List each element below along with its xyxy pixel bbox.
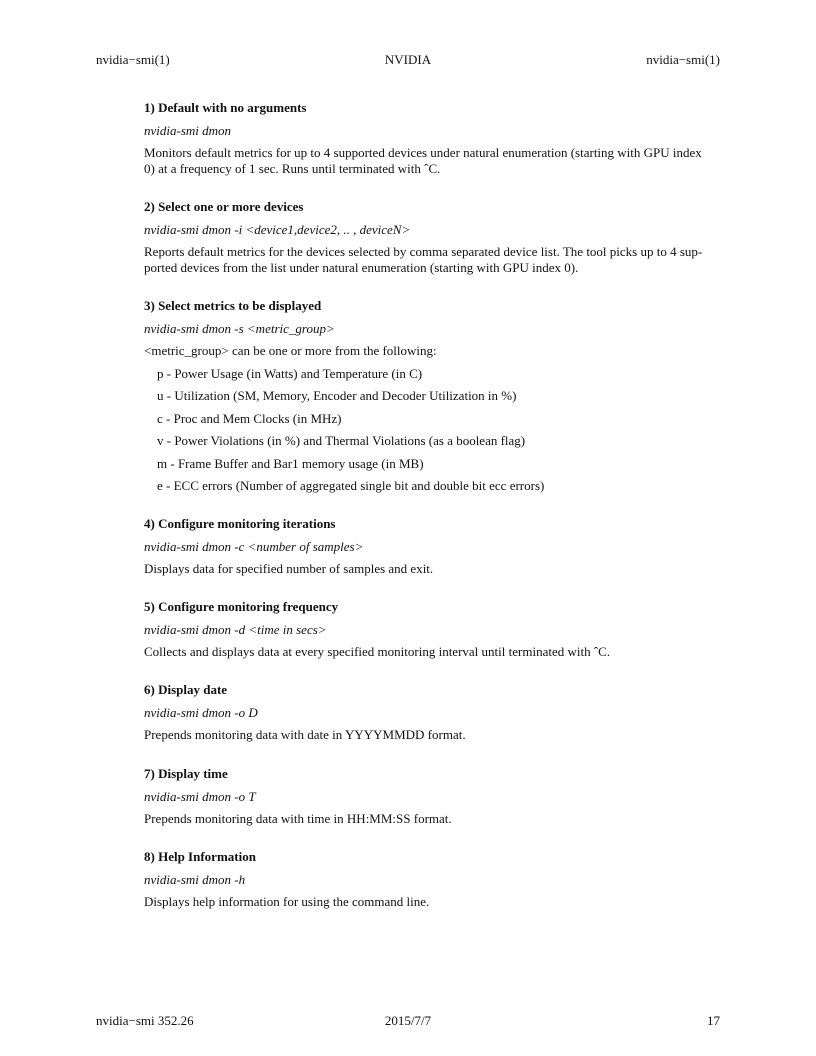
section-frequency [144,599,720,660]
section-title: 5) Configure monitoring frequency [144,599,339,614]
section-title: 3) Select metrics to be displayed [144,298,322,313]
section-title: 2) Select one or more devices [144,199,304,214]
page-header [96,52,720,68]
header-center: NVIDIA [384,52,432,67]
section-description-line: Prepends monitoring data with date in YYYYMMDD format. [144,727,466,742]
section-description-line: Prepends monitoring data with time in HH:MM:SS format. [144,811,452,826]
section-command: nvidia-smi dmon -d <time in secs> [144,621,327,637]
metric-item: u - Utilization (SM, Memory, Encoder and Decoder Utilization in %) [157,388,517,403]
header-left: nvidia−smi(1) [96,52,170,67]
section-description-line: Displays help information for using the command line. [144,894,430,909]
section-display-date [144,682,720,743]
footer-version: nvidia−smi 352.26 [96,1013,194,1028]
header-right: nvidia−smi(1) [646,52,720,67]
section-description-line: Displays data for specified number of samples and exit. [144,561,434,576]
section-command: nvidia-smi dmon -h [144,871,246,887]
section-title: 4) Configure monitoring iterations [144,516,336,531]
metric-item: p - Power Usage (in Watts) and Temperature (in C) [157,365,423,381]
section-description-line: 0) at a frequency of 1 sec. Runs until terminated with ˆC. [144,161,441,176]
metric-item: e - ECC errors (Number of aggregated single bit and double bit ecc errors) [157,478,545,493]
section-display-time [144,766,720,827]
section-iterations [144,516,720,577]
page-number: 17 [707,1013,720,1028]
section-description-line: Monitors default metrics for up to 4 supported devices under natural enumeration (starting with GPU index [144,145,702,160]
section-command: nvidia-smi dmon -c <number of samples> [144,538,364,554]
page-footer [96,1013,720,1029]
metric-item: c - Proc and Mem Clocks (in MHz) [157,410,342,426]
section-select-metrics [144,298,720,494]
section-description-line: <metric_group> can be one or more from the following: [144,343,437,358]
section-description-line: Collects and displays data at every specified monitoring interval until terminated with ˆC. [144,644,611,659]
footer-date: 2015/7/7 [384,1013,432,1028]
section-select-devices [144,199,720,276]
section-title: 8) Help Information [144,849,256,864]
metric-item: m - Frame Buffer and Bar1 memory usage (in MB) [157,455,424,471]
section-description-line: Reports default metrics for the devices selected by comma separated device list. The tool picks up to 4 sup- [144,244,703,259]
section-default [144,100,720,177]
section-command: nvidia-smi dmon -i <device1,device2, .. , deviceN> [144,221,411,237]
section-command: nvidia-smi dmon -o T [144,788,256,804]
section-title: 6) Display date [144,682,228,697]
section-command: nvidia-smi dmon -o D [144,704,258,720]
section-help [144,849,720,910]
section-command: nvidia-smi dmon -s <metric_group> [144,320,335,336]
section-title: 7) Display time [144,766,228,781]
metric-item: v - Power Violations (in %) and Thermal Violations (as a boolean flag) [157,433,526,448]
section-description-line: ported devices from the list under natural enumeration (starting with GPU index 0). [144,260,579,275]
section-title: 1) Default with no arguments [144,100,307,115]
section-command: nvidia-smi dmon [144,122,232,138]
